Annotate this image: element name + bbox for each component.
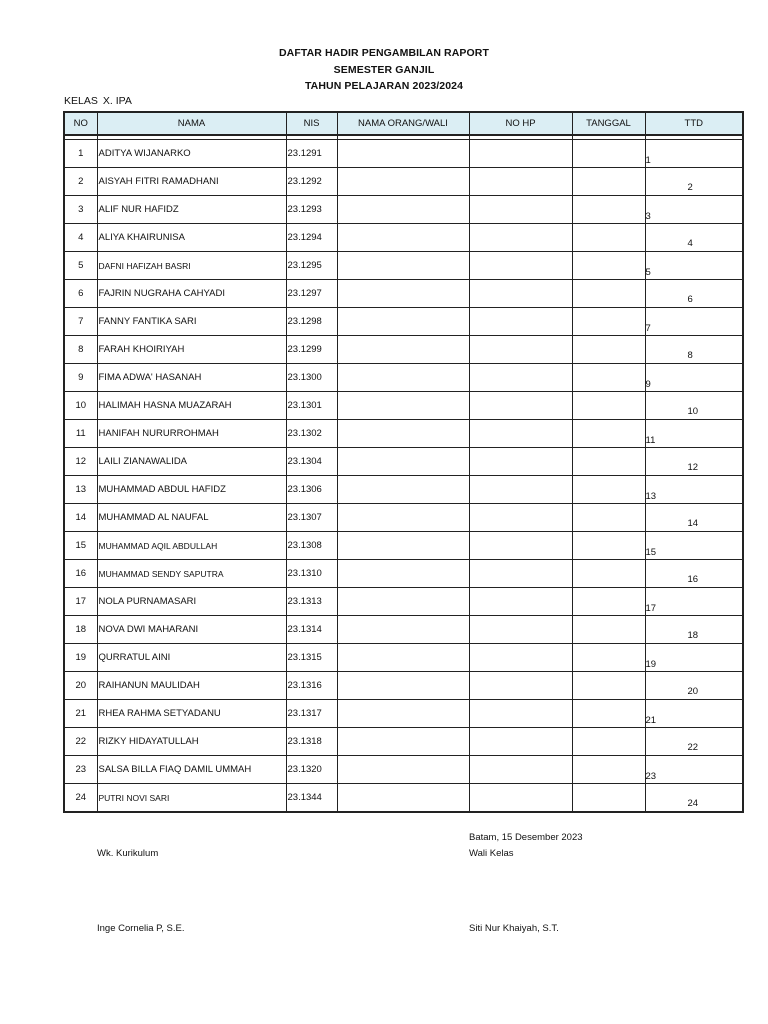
right-signer-name: Siti Nur Khaiyah, S.T. <box>469 923 559 934</box>
row-hp-cell <box>469 168 572 196</box>
row-nama: DAFNI HAFIZAH BASRI <box>97 252 286 280</box>
row-nis: 23.1300 <box>286 364 337 392</box>
left-signer-name: Inge Cornelia P, S.E. <box>97 923 185 934</box>
row-hp-cell <box>469 532 572 560</box>
ttd-number: 20 <box>687 686 699 697</box>
row-no: 11 <box>64 420 97 448</box>
row-wali-cell <box>337 448 469 476</box>
table-row <box>64 364 743 392</box>
ttd-number: 16 <box>687 574 699 585</box>
row-ttd-cell <box>645 588 743 616</box>
row-nis: 23.1320 <box>286 756 337 784</box>
ttd-number: 9 <box>645 379 651 390</box>
row-wali-cell <box>337 756 469 784</box>
row-nis: 23.1344 <box>286 784 337 813</box>
attendance-table <box>63 111 744 813</box>
table-row <box>64 504 743 532</box>
row-nis: 23.1308 <box>286 532 337 560</box>
row-hp-cell <box>469 392 572 420</box>
doc-semester: SEMESTER GANJIL <box>333 64 435 76</box>
table-row <box>64 728 743 756</box>
col-header-no: NO <box>64 112 97 135</box>
ttd-number: 7 <box>645 323 651 334</box>
row-nama: NOLA PURNAMASARI <box>97 588 286 616</box>
row-wali-cell <box>337 308 469 336</box>
table-row <box>64 532 743 560</box>
row-nama: MUHAMMAD AQIL ABDULLAH <box>97 532 286 560</box>
row-wali-cell <box>337 476 469 504</box>
col-header-hp: NO HP <box>469 112 572 135</box>
row-nis: 23.1298 <box>286 308 337 336</box>
table-row <box>64 756 743 784</box>
row-no: 18 <box>64 616 97 644</box>
row-tanggal-cell <box>572 448 645 476</box>
row-wali-cell <box>337 252 469 280</box>
row-no: 24 <box>64 784 97 813</box>
row-tanggal-cell <box>572 616 645 644</box>
row-wali-cell <box>337 196 469 224</box>
row-hp-cell <box>469 140 572 168</box>
row-nis: 23.1310 <box>286 560 337 588</box>
row-no: 21 <box>64 700 97 728</box>
row-ttd-cell <box>645 448 743 476</box>
row-ttd-cell <box>645 616 743 644</box>
row-no: 22 <box>64 728 97 756</box>
ttd-number: 19 <box>645 659 657 670</box>
table-row <box>64 644 743 672</box>
row-ttd-cell <box>645 280 743 308</box>
ttd-number: 23 <box>645 771 657 782</box>
row-wali-cell <box>337 504 469 532</box>
row-hp-cell <box>469 336 572 364</box>
row-hp-cell <box>469 504 572 532</box>
row-wali-cell <box>337 532 469 560</box>
row-no: 23 <box>64 756 97 784</box>
row-no: 10 <box>64 392 97 420</box>
left-signer-role: Wk. Kurikulum <box>97 848 159 859</box>
row-tanggal-cell <box>572 532 645 560</box>
row-nama: RIZKY HIDAYATULLAH <box>97 728 286 756</box>
row-nis: 23.1306 <box>286 476 337 504</box>
table-row <box>64 616 743 644</box>
row-no: 6 <box>64 280 97 308</box>
row-ttd-cell <box>645 700 743 728</box>
ttd-number: 22 <box>687 742 699 753</box>
row-nis: 23.1313 <box>286 588 337 616</box>
row-nama: NOVA DWI MAHARANI <box>97 616 286 644</box>
row-nama: MUHAMMAD AL NAUFAL <box>97 504 286 532</box>
row-nama: ALIF NUR HAFIDZ <box>97 196 286 224</box>
row-tanggal-cell <box>572 756 645 784</box>
row-ttd-cell <box>645 756 743 784</box>
row-wali-cell <box>337 280 469 308</box>
place-date: Batam, 15 Desember 2023 <box>469 832 583 843</box>
ttd-number: 18 <box>687 630 699 641</box>
row-nis: 23.1315 <box>286 644 337 672</box>
row-tanggal-cell <box>572 672 645 700</box>
row-nis: 23.1295 <box>286 252 337 280</box>
row-nama: MUHAMMAD ABDUL HAFIDZ <box>97 476 286 504</box>
row-ttd-cell <box>645 364 743 392</box>
row-hp-cell <box>469 476 572 504</box>
row-nis: 23.1299 <box>286 336 337 364</box>
row-no: 8 <box>64 336 97 364</box>
row-hp-cell <box>469 196 572 224</box>
row-hp-cell <box>469 672 572 700</box>
row-tanggal-cell <box>572 336 645 364</box>
row-nama: FIMA ADWA' HASANAH <box>97 364 286 392</box>
table-row <box>64 140 743 168</box>
table-row <box>64 336 743 364</box>
row-nis: 23.1317 <box>286 700 337 728</box>
ttd-number: 1 <box>645 155 651 166</box>
row-nama: PUTRI NOVI SARI <box>97 784 286 813</box>
row-tanggal-cell <box>572 644 645 672</box>
row-wali-cell <box>337 616 469 644</box>
row-hp-cell <box>469 224 572 252</box>
row-wali-cell <box>337 644 469 672</box>
row-tanggal-cell <box>572 364 645 392</box>
row-ttd-cell <box>645 420 743 448</box>
row-tanggal-cell <box>572 476 645 504</box>
row-wali-cell <box>337 420 469 448</box>
ttd-number: 6 <box>687 294 693 305</box>
row-no: 12 <box>64 448 97 476</box>
row-nis: 23.1294 <box>286 224 337 252</box>
ttd-number: 3 <box>645 211 651 222</box>
row-wali-cell <box>337 672 469 700</box>
row-ttd-cell <box>645 672 743 700</box>
row-no: 1 <box>64 140 97 168</box>
row-no: 20 <box>64 672 97 700</box>
col-header-nis: NIS <box>286 112 337 135</box>
row-tanggal-cell <box>572 308 645 336</box>
row-no: 16 <box>64 560 97 588</box>
class-label-row <box>64 95 137 107</box>
row-nis: 23.1293 <box>286 196 337 224</box>
row-wali-cell <box>337 140 469 168</box>
row-tanggal-cell <box>572 700 645 728</box>
row-wali-cell <box>337 336 469 364</box>
row-hp-cell <box>469 252 572 280</box>
row-hp-cell <box>469 364 572 392</box>
row-ttd-cell <box>645 644 743 672</box>
row-nama: SALSA BILLA FIAQ DAMIL UMMAH <box>97 756 286 784</box>
row-nama: ALIYA KHAIRUNISA <box>97 224 286 252</box>
table-row <box>64 196 743 224</box>
row-hp-cell <box>469 308 572 336</box>
row-no: 3 <box>64 196 97 224</box>
row-tanggal-cell <box>572 504 645 532</box>
row-wali-cell <box>337 588 469 616</box>
table-row <box>64 168 743 196</box>
table-row <box>64 448 743 476</box>
ttd-number: 21 <box>645 715 657 726</box>
row-tanggal-cell <box>572 280 645 308</box>
row-ttd-cell <box>645 196 743 224</box>
ttd-number: 17 <box>645 603 657 614</box>
row-nama: HALIMAH HASNA MUAZARAH <box>97 392 286 420</box>
row-wali-cell <box>337 700 469 728</box>
col-header-nama: NAMA <box>97 112 286 135</box>
row-nama: FAJRIN NUGRAHA CAHYADI <box>97 280 286 308</box>
row-no: 19 <box>64 644 97 672</box>
row-tanggal-cell <box>572 168 645 196</box>
row-hp-cell <box>469 616 572 644</box>
row-nama: RAIHANUN MAULIDAH <box>97 672 286 700</box>
row-ttd-cell <box>645 504 743 532</box>
row-nis: 23.1297 <box>286 280 337 308</box>
row-no: 2 <box>64 168 97 196</box>
ttd-number: 14 <box>687 518 699 529</box>
row-tanggal-cell <box>572 784 645 813</box>
row-no: 14 <box>64 504 97 532</box>
row-tanggal-cell <box>572 728 645 756</box>
table-row <box>64 420 743 448</box>
ttd-number: 11 <box>645 435 656 446</box>
row-nis: 23.1314 <box>286 616 337 644</box>
ttd-number: 15 <box>645 547 657 558</box>
row-ttd-cell <box>645 392 743 420</box>
right-signer-role: Wali Kelas <box>469 848 514 859</box>
ttd-number: 5 <box>645 267 651 278</box>
row-no: 15 <box>64 532 97 560</box>
row-nama: MUHAMMAD SENDY SAPUTRA <box>97 560 286 588</box>
doc-title: DAFTAR HADIR PENGAMBILAN RAPORT <box>279 47 489 59</box>
row-nis: 23.1301 <box>286 392 337 420</box>
row-nama: ADITYA WIJANARKO <box>97 140 286 168</box>
ttd-number: 2 <box>687 182 693 193</box>
table-row <box>64 392 743 420</box>
col-header-tanggal: TANGGAL <box>572 112 645 135</box>
row-ttd-cell <box>645 560 743 588</box>
row-nis: 23.1318 <box>286 728 337 756</box>
row-nama: AISYAH FITRI RAMADHANI <box>97 168 286 196</box>
row-hp-cell <box>469 448 572 476</box>
row-hp-cell <box>469 588 572 616</box>
row-nama: FARAH KHOIRIYAH <box>97 336 286 364</box>
table-row <box>64 224 743 252</box>
row-no: 9 <box>64 364 97 392</box>
row-tanggal-cell <box>572 392 645 420</box>
row-hp-cell <box>469 784 572 813</box>
row-hp-cell <box>469 420 572 448</box>
row-nama: LAILI ZIANAWALIDA <box>97 448 286 476</box>
doc-year: TAHUN PELAJARAN 2023/2024 <box>304 80 464 92</box>
row-no: 5 <box>64 252 97 280</box>
row-no: 4 <box>64 224 97 252</box>
class-value: X. IPA <box>102 95 132 107</box>
row-ttd-cell <box>645 476 743 504</box>
table-row <box>64 700 743 728</box>
row-ttd-cell <box>645 728 743 756</box>
row-nama: QURRATUL AINI <box>97 644 286 672</box>
row-hp-cell <box>469 700 572 728</box>
row-nama: HANIFAH NURURROHMAH <box>97 420 286 448</box>
ttd-number: 24 <box>687 798 699 809</box>
table-row <box>64 672 743 700</box>
row-nis: 23.1291 <box>286 140 337 168</box>
row-hp-cell <box>469 756 572 784</box>
row-ttd-cell <box>645 784 743 813</box>
row-ttd-cell <box>645 308 743 336</box>
table-header-row <box>64 112 743 135</box>
row-wali-cell <box>337 784 469 813</box>
row-hp-cell <box>469 728 572 756</box>
row-wali-cell <box>337 364 469 392</box>
row-wali-cell <box>337 560 469 588</box>
ttd-number: 4 <box>687 238 693 249</box>
row-hp-cell <box>469 560 572 588</box>
ttd-number: 8 <box>687 350 693 361</box>
row-nis: 23.1292 <box>286 168 337 196</box>
ttd-number: 10 <box>687 406 699 417</box>
row-wali-cell <box>337 224 469 252</box>
row-tanggal-cell <box>572 252 645 280</box>
row-tanggal-cell <box>572 140 645 168</box>
ttd-number: 13 <box>645 491 657 502</box>
row-hp-cell <box>469 280 572 308</box>
col-header-ttd: TTD <box>645 112 743 135</box>
row-ttd-cell <box>645 224 743 252</box>
row-wali-cell <box>337 168 469 196</box>
row-tanggal-cell <box>572 560 645 588</box>
row-no: 17 <box>64 588 97 616</box>
row-nis: 23.1307 <box>286 504 337 532</box>
table-row <box>64 588 743 616</box>
table-row <box>64 252 743 280</box>
col-header-wali: NAMA ORANG/WALI <box>337 112 469 135</box>
row-ttd-cell <box>645 140 743 168</box>
table-row <box>64 560 743 588</box>
row-ttd-cell <box>645 252 743 280</box>
ttd-number: 12 <box>687 462 699 473</box>
table-row <box>64 308 743 336</box>
row-nama: RHEA RAHMA SETYADANU <box>97 700 286 728</box>
row-wali-cell <box>337 392 469 420</box>
row-nama: FANNY FANTIKA SARI <box>97 308 286 336</box>
row-ttd-cell <box>645 168 743 196</box>
row-tanggal-cell <box>572 588 645 616</box>
row-nis: 23.1302 <box>286 420 337 448</box>
class-label: KELAS <box>64 95 98 107</box>
row-ttd-cell <box>645 532 743 560</box>
table-row <box>64 476 743 504</box>
row-no: 13 <box>64 476 97 504</box>
row-nis: 23.1304 <box>286 448 337 476</box>
row-no: 7 <box>64 308 97 336</box>
row-tanggal-cell <box>572 224 645 252</box>
table-row <box>64 280 743 308</box>
row-nis: 23.1316 <box>286 672 337 700</box>
row-tanggal-cell <box>572 196 645 224</box>
table-row <box>64 784 743 813</box>
row-hp-cell <box>469 644 572 672</box>
row-ttd-cell <box>645 336 743 364</box>
row-wali-cell <box>337 728 469 756</box>
row-tanggal-cell <box>572 420 645 448</box>
